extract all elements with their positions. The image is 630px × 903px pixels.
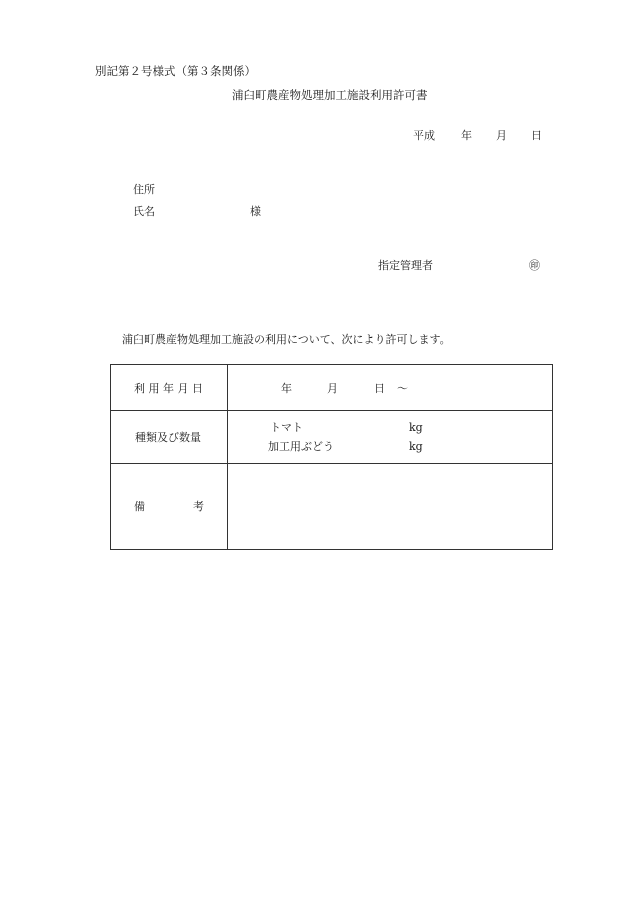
table-row-usage-date xyxy=(111,365,552,411)
seal-mark: ㊞ xyxy=(529,259,540,272)
document-title: 浦臼町農産物処理加工施設利用許可書 xyxy=(232,88,428,102)
form-number: 別記第２号様式（第３条関係） xyxy=(95,64,256,78)
remarks-label-1: 備 xyxy=(134,500,145,513)
item-tomato-name: トマト xyxy=(270,421,303,434)
name-label: 氏名 xyxy=(133,205,155,218)
table-row-type-quantity xyxy=(111,411,552,464)
usage-date-day: 日 xyxy=(374,382,385,395)
remarks-label-2: 考 xyxy=(193,500,204,513)
honorific: 様 xyxy=(250,205,261,218)
usage-date-month: 月 xyxy=(327,382,338,395)
usage-date-label: 利 用 年 月 日 xyxy=(134,382,203,395)
permit-table xyxy=(110,364,553,550)
item-grape-name: 加工用ぶどう xyxy=(268,440,334,453)
usage-date-year: 年 xyxy=(281,382,292,395)
address-label: 住所 xyxy=(133,183,155,196)
date-year-unit: 年 xyxy=(461,129,472,142)
table-row-remarks xyxy=(111,464,552,550)
body-text: 浦臼町農産物処理加工施設の利用について、次により許可します。 xyxy=(122,333,451,346)
type-quantity-label: 種類及び数量 xyxy=(135,431,201,444)
date-day-unit: 日 xyxy=(531,129,542,142)
date-era: 平成 xyxy=(413,129,435,142)
issuer-label: 指定管理者 xyxy=(378,259,433,272)
item-tomato-unit: kg xyxy=(409,421,423,434)
item-grape-unit: kg xyxy=(409,440,423,453)
date-month-unit: 月 xyxy=(496,129,507,142)
usage-date-tilde: ～ xyxy=(397,382,408,395)
